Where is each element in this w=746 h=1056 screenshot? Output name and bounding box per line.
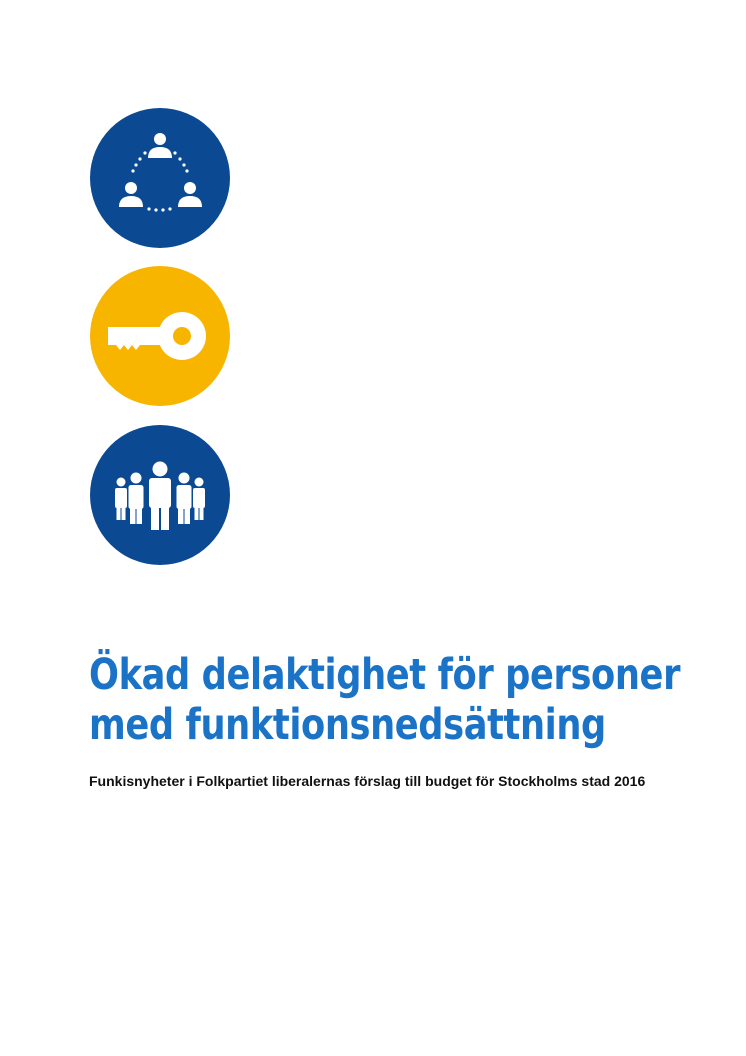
- key-circle: [90, 266, 230, 406]
- network-people-icon: [90, 108, 230, 248]
- title-line-2: med funktionsnedsättning: [89, 700, 606, 750]
- document-subtitle: Funkisnyheter i Folkpartiet liberalernas förslag till budget för Stockholms stad 2016: [89, 773, 646, 789]
- title-line-1: Ökad delaktighet för personer: [89, 650, 681, 700]
- group-circle: [90, 425, 230, 565]
- key-icon: [90, 266, 230, 406]
- document-title: [89, 650, 681, 750]
- network-circle: [90, 108, 230, 248]
- group-people-icon: [90, 425, 230, 565]
